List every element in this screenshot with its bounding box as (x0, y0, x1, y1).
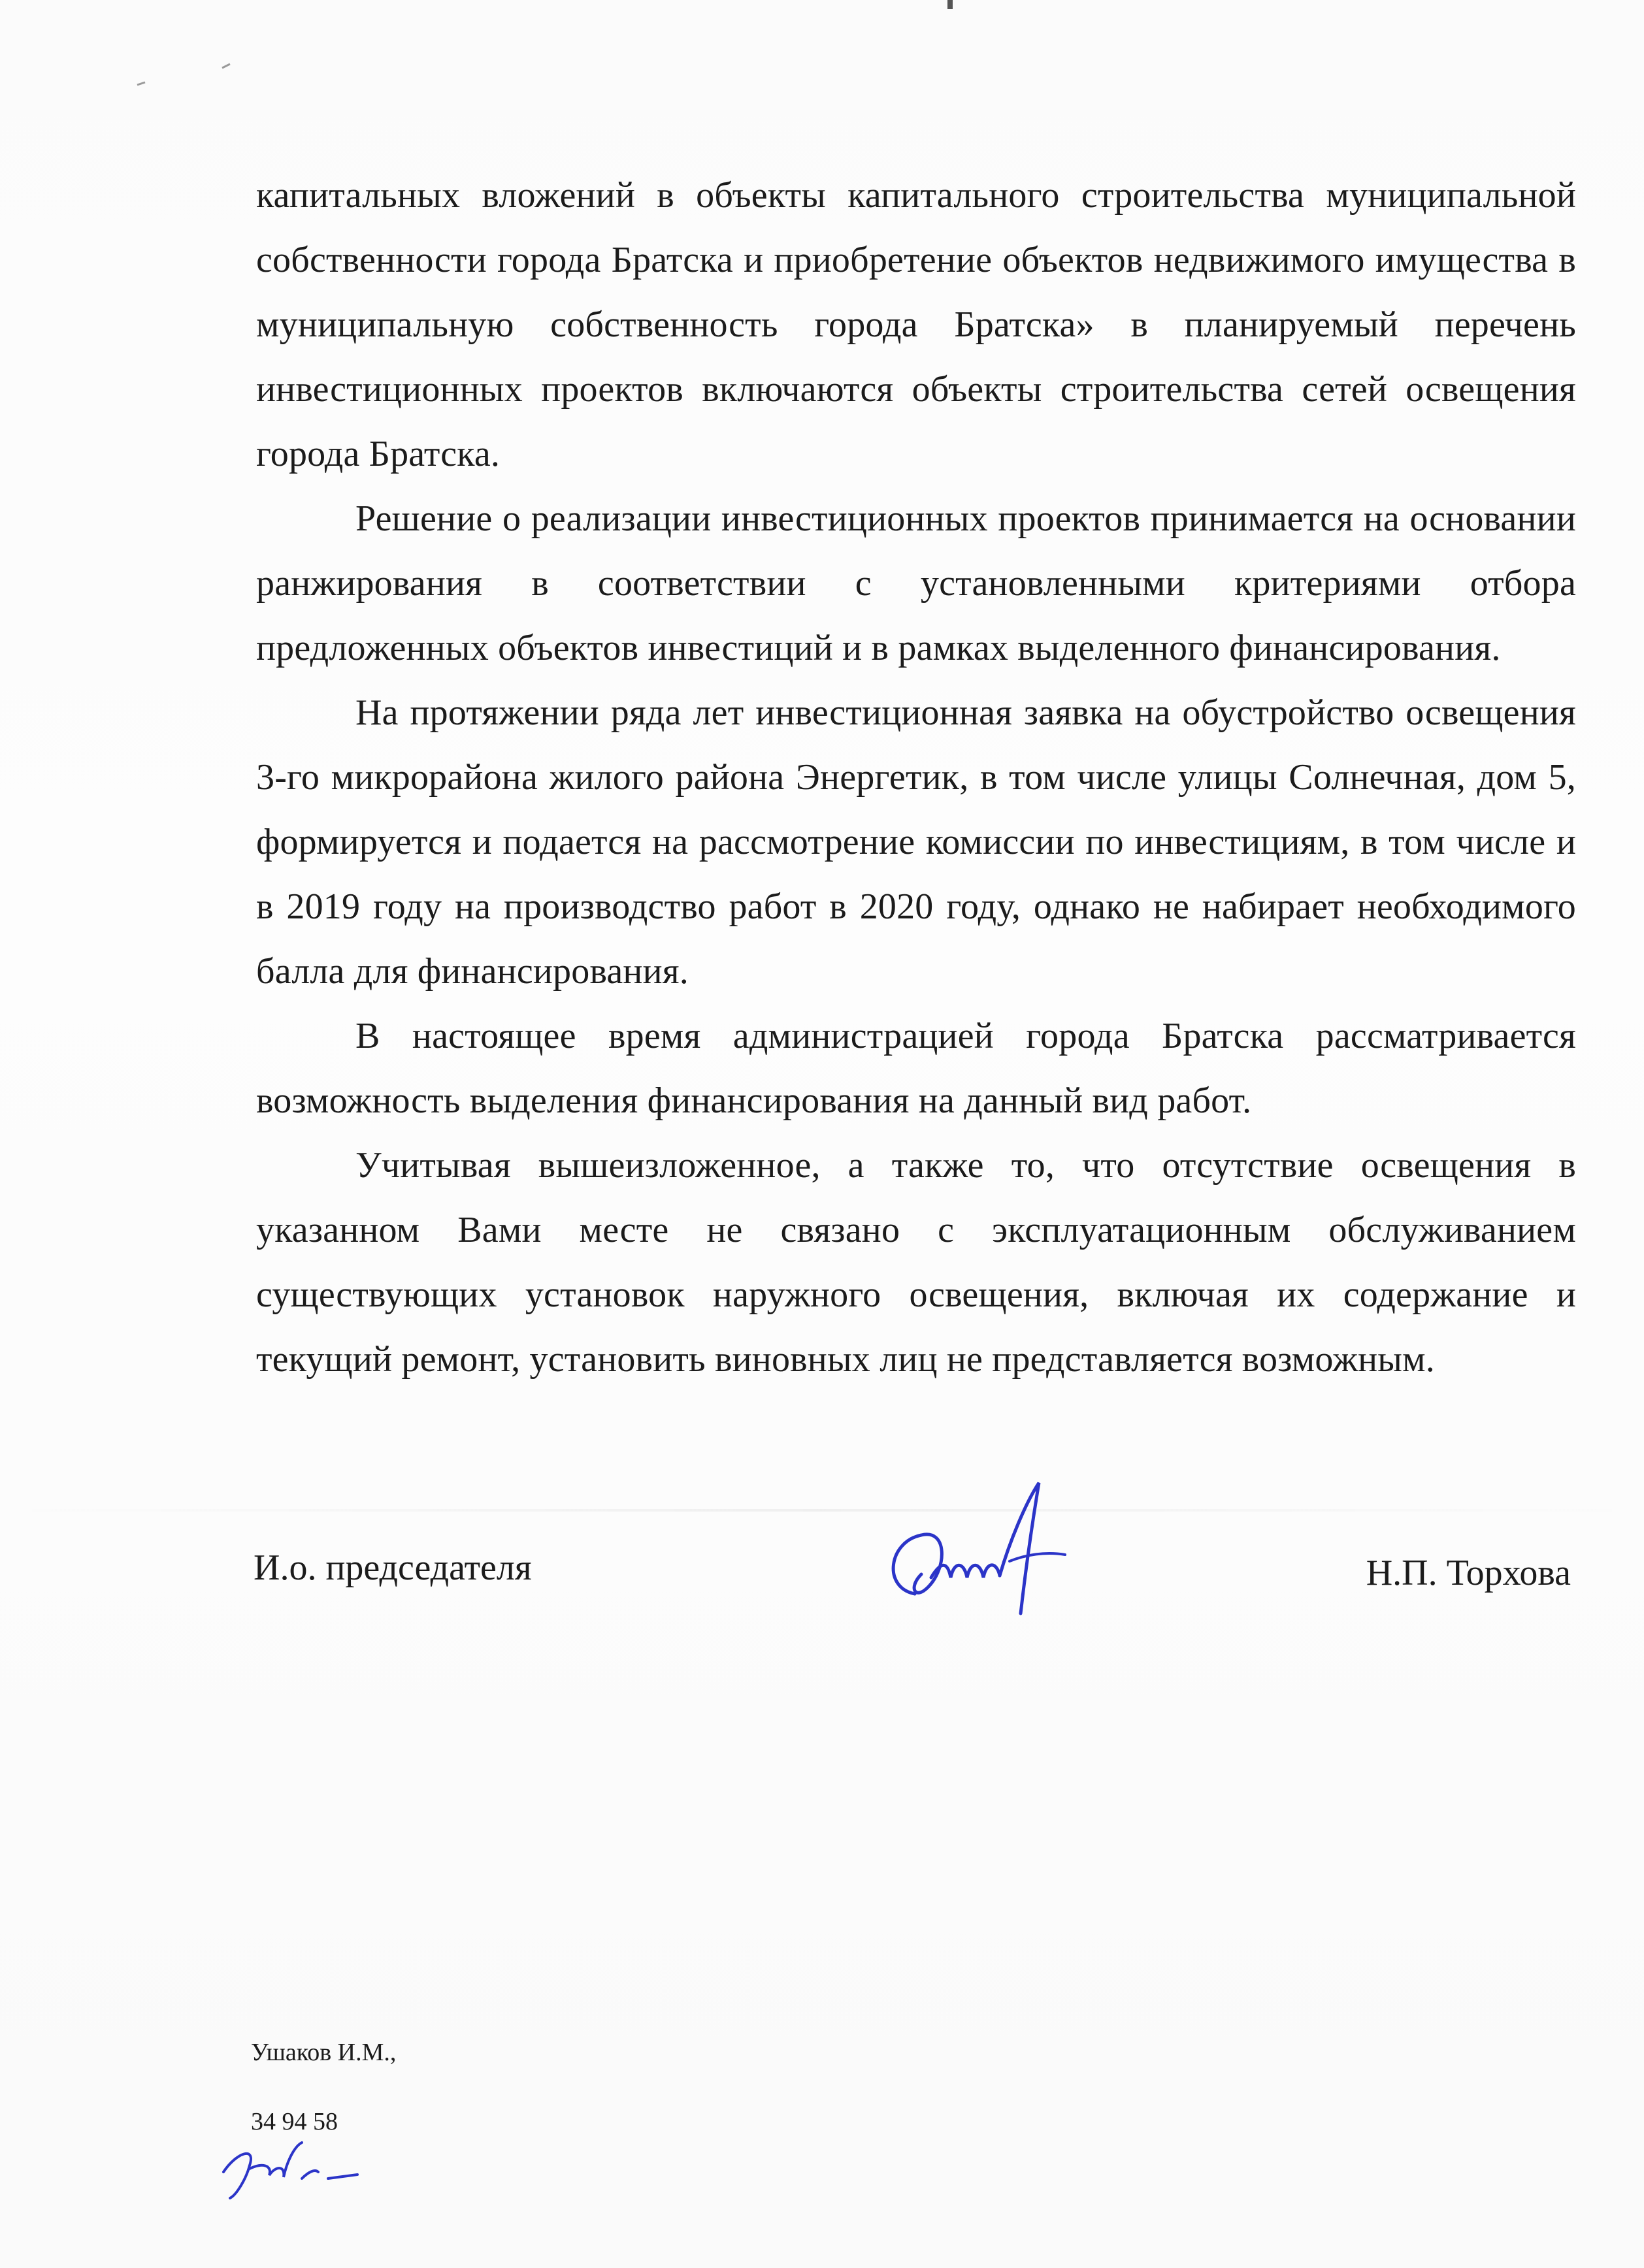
paragraph-4: В настоящее время администрацией города Братска рассматривается возможность выделения финансирования на данный вид работ. (256, 1016, 1576, 1121)
signatory-name: Н.П. Торхова (1366, 1553, 1571, 1593)
paragraph-1: капитальных вложений в объекты капитального строительства муниципальной собственности города Братска и приобретение объектов недвижимого имущества в муниципальную собственность города Братска» в планируемый перечень инвестиционных проектов включаются объекты строительства сетей освещения города Братска. (256, 175, 1576, 474)
paper-fold (0, 1509, 1644, 1512)
handwritten-initials (210, 2133, 367, 2205)
scan-speck (131, 59, 235, 98)
letter-body (256, 163, 1576, 1392)
handwritten-signature (869, 1463, 1085, 1633)
executor-name: Ушаков И.М., (251, 2039, 397, 2066)
signatory-title: И.о. председателя (254, 1547, 532, 1588)
executor-phone: 34 94 58 (251, 2108, 338, 2135)
paragraph-2: Решение о реализации инвестиционных проектов принимается на основании ранжирования в соответствии с установленными критериями отбора предложенных объектов инвестиций и в рамках выделенного финансирования. (256, 498, 1576, 668)
paragraph-3: На протяжении ряда лет инвестиционная заявка на обустройство освещения 3-го микрорайона жилого района Энергетик, в том числе улицы Солнечная, дом 5, формируется и подается на рассмотрение комиссии по инвестициям, в том числе и в 2019 году на производство работ в 2020 году, однако не набирает необходимого балла для финансирования. (256, 692, 1576, 992)
paragraph-5: Учитывая вышеизложенное, а также то, что отсутствие освещения в указанном Вами месте не связано с эксплуатационным обслуживанием существующих установок наружного освещения, включая их содержание и текущий ремонт, установить виновных лиц не представляется возможным. (256, 1145, 1576, 1380)
scan-mark (947, 0, 953, 9)
